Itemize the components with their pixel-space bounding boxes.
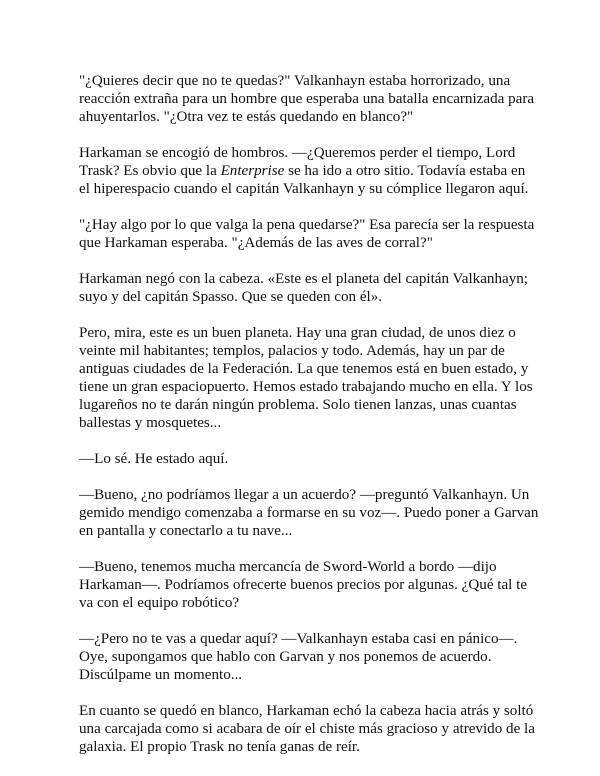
text-line: el hiperespacio cuando el capitán Valkanhayn y su cómplice llegaron aquí. xyxy=(79,181,529,197)
text-line: ahuyentarlos. "¿Otra vez te estás quedando en blanco?" xyxy=(79,109,414,125)
text-line: una carcajada como si acabara de oír el chiste más gracioso y atrevido de la xyxy=(79,721,535,737)
paragraph-5 xyxy=(79,324,539,432)
document-page xyxy=(79,72,539,774)
paragraph-7 xyxy=(79,486,539,540)
ship-name-italic: Enterprise xyxy=(220,163,285,179)
text-line: que Harkaman esperaba. "¿Además de las aves de corral?" xyxy=(79,235,433,251)
text-line: veinte mil habitantes; templos, palacios y todo. Además, hay un par de xyxy=(79,343,505,359)
text-line: Pero, mira, este es un buen planeta. Hay una gran ciudad, de unos diez o xyxy=(79,325,516,341)
paragraph-1 xyxy=(79,72,539,126)
text-line: Harkaman se encogió de hombros. —¿Queremos perder el tiempo, Lord xyxy=(79,145,516,161)
text-line: "¿Quieres decir que no te quedas?" Valkanhayn estaba horrorizado, una xyxy=(79,73,511,89)
paragraph-2 xyxy=(79,144,539,198)
text-line: —¿Pero no te vas a quedar aquí? —Valkanhayn estaba casi en pánico—. xyxy=(79,631,518,647)
text-segment: Trask? Es obvio que la xyxy=(79,163,221,179)
paragraph-4 xyxy=(79,270,539,306)
text-line: galaxia. El propio Trask no tenía ganas de reír. xyxy=(79,739,360,755)
text-line: Oye, supongamos que hablo con Garvan y nos ponemos de acuerdo. xyxy=(79,649,492,665)
text-line: reacción extraña para un hombre que esperaba una batalla encarnizada para xyxy=(79,91,535,107)
paragraph-8 xyxy=(79,558,539,612)
text-line: —Bueno, ¿no podríamos llegar a un acuerdo? —preguntó Valkanhayn. Un xyxy=(79,487,530,503)
text-line: Discúlpame un momento... xyxy=(79,667,243,683)
paragraph-9 xyxy=(79,630,539,684)
text-line: "¿Hay algo por lo que valga la pena quedarse?" Esa parecía ser la respuesta xyxy=(79,217,535,233)
paragraph-6 xyxy=(79,450,539,468)
text-line: —Bueno, tenemos mucha mercancía de Sword-World a bordo —dijo xyxy=(79,559,497,575)
text-line: Harkaman negó con la cabeza. «Este es el planeta del capitán Valkanhayn; xyxy=(79,271,528,287)
text-line: va con el equipo robótico? xyxy=(79,595,240,611)
paragraph-3 xyxy=(79,216,539,252)
text-line: en pantalla y conectarlo a tu nave... xyxy=(79,523,293,539)
text-line: suyo y del capitán Spasso. Que se queden con él». xyxy=(79,289,383,305)
text-line: antiguas ciudades de la Federación. La que tenemos está en buen estado, y xyxy=(79,361,529,377)
text-line: tiene un gran espaciopuerto. Hemos estado trabajando mucho en ella. Y los xyxy=(79,379,533,395)
text-line: —Lo sé. He estado aquí. xyxy=(79,451,229,467)
text-segment: se ha ido a otro sitio. Todavía estaba en xyxy=(284,163,526,179)
text-line-mixed xyxy=(79,162,539,180)
text-line: ballestas y mosquetes... xyxy=(79,415,222,431)
text-line: gemido mendigo comenzaba a formarse en su voz—. Puedo poner a Garvan xyxy=(79,505,539,521)
text-line: En cuanto se quedó en blanco, Harkaman echó la cabeza hacia atrás y soltó xyxy=(79,703,534,719)
text-line: Harkaman—. Podríamos ofrecerte buenos precios por algunas. ¿Qué tal te xyxy=(79,577,528,593)
paragraph-10 xyxy=(79,702,539,756)
text-line: lugareños no te darán ningún problema. Solo tienen lanzas, unas cuantas xyxy=(79,397,517,413)
